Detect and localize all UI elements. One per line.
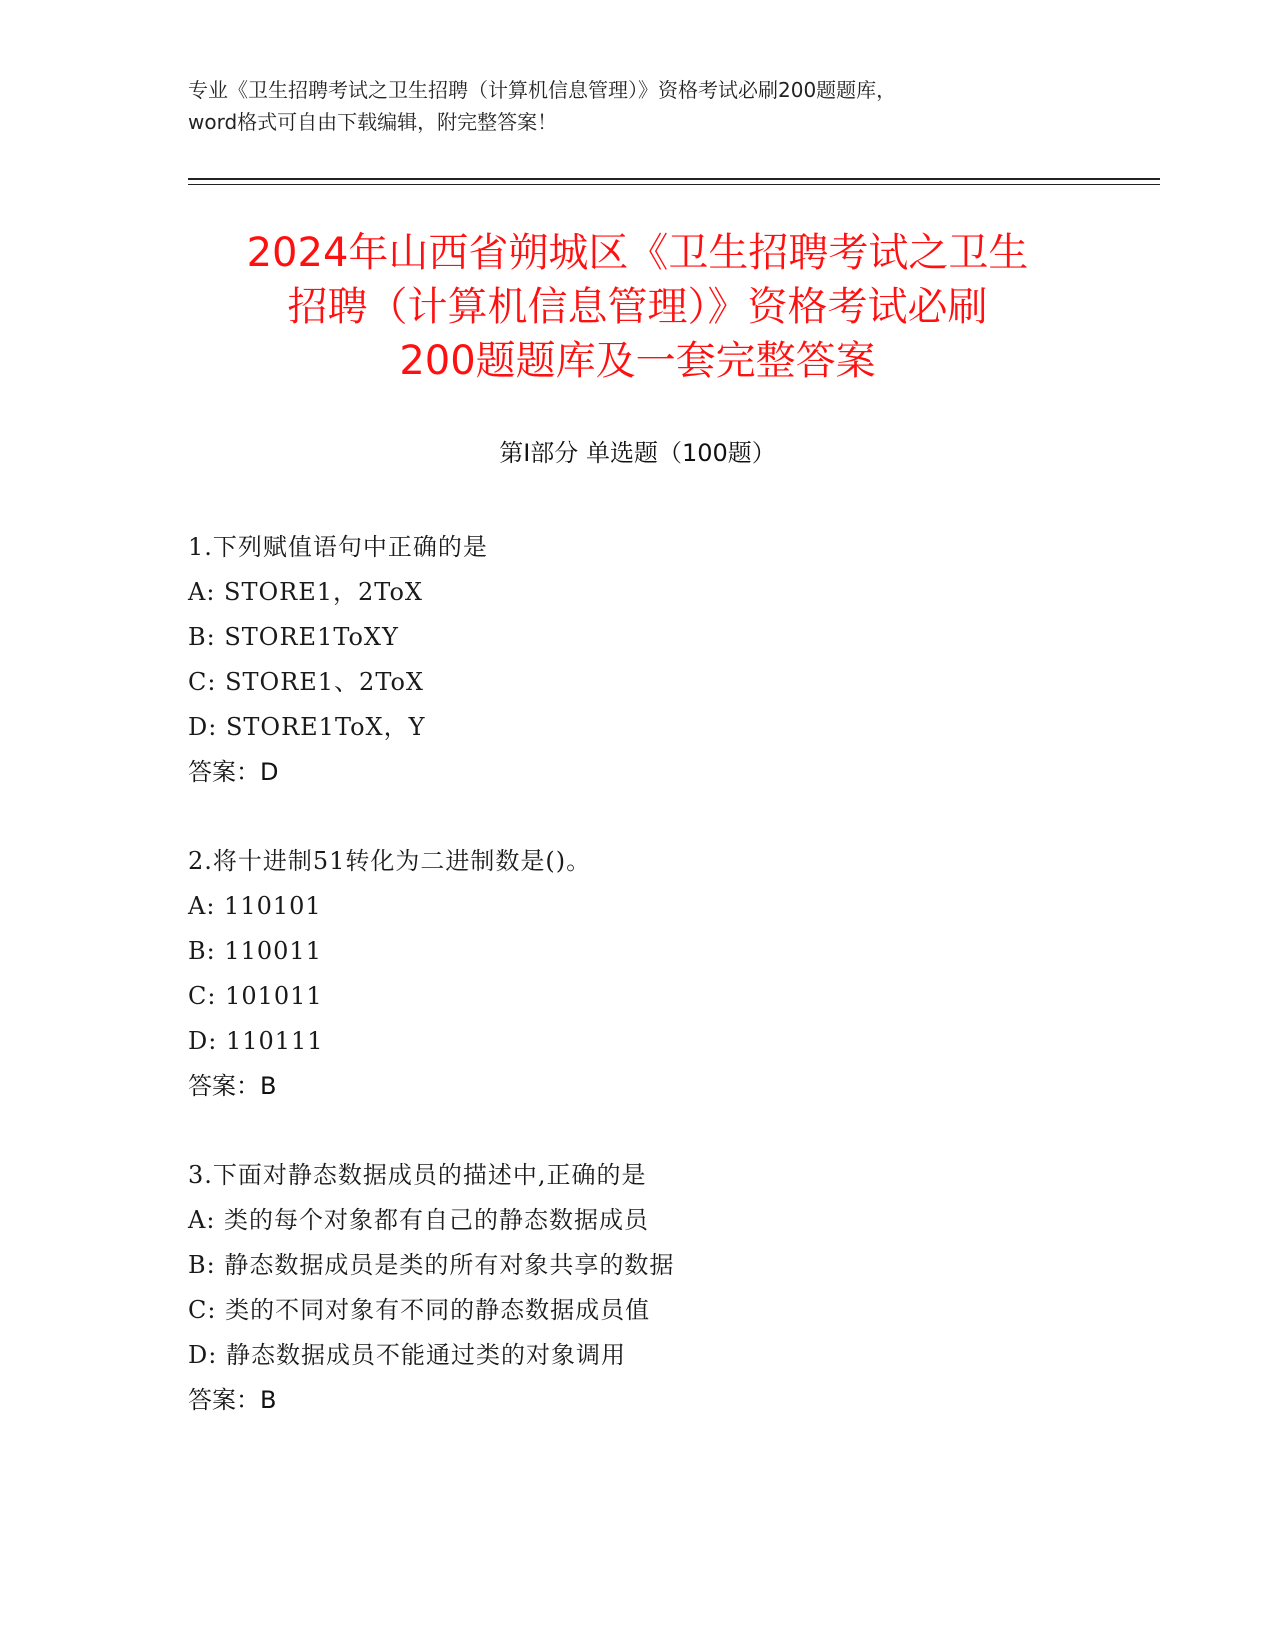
- option-c: C: 101011: [188, 982, 323, 1010]
- option-a: A: 110101: [188, 892, 322, 920]
- section-title: 第Ⅰ部分 单选题（100题）: [499, 439, 776, 467]
- option-c: C: STORE1、2ToX: [188, 668, 425, 696]
- question-list: [188, 525, 1148, 1467]
- option-d: D: STORE1ToX，Y: [188, 713, 426, 741]
- option-d: D: 静态数据成员不能通过类的对象调用: [188, 1341, 626, 1369]
- option-b: B: STORE1ToXY: [188, 623, 399, 651]
- document-title-line-1: 2024年山西省朔城区《卫生招聘考试之卫生: [246, 230, 1029, 276]
- header-divider-thick: [188, 178, 1160, 180]
- answer: 答案：B: [188, 1072, 277, 1100]
- question-stem: 1.下列赋值语句中正确的是: [188, 533, 488, 561]
- header-divider-thin: [188, 184, 1160, 185]
- question-2: [188, 839, 1148, 1109]
- option-b: B: 静态数据成员是类的所有对象共享的数据: [188, 1251, 675, 1279]
- header-note: [188, 74, 1088, 138]
- document-title-line-3: 200题题库及一套完整答案: [399, 338, 876, 384]
- option-d: D: 110111: [188, 1027, 324, 1055]
- answer: 答案：D: [188, 758, 279, 786]
- option-c: C: 类的不同对象有不同的静态数据成员值: [188, 1296, 651, 1324]
- header-note-line-2: word格式可自由下载编辑，附完整答案！: [188, 110, 558, 134]
- question-1: [188, 525, 1148, 795]
- header-note-line-1: 专业《卫生招聘考试之卫生招聘（计算机信息管理）》资格考试必刷200题题库，: [188, 78, 897, 102]
- option-b: B: 110011: [188, 937, 322, 965]
- question-stem: 3.下面对静态数据成员的描述中,正确的是: [188, 1161, 647, 1189]
- question-stem: 2.将十进制51转化为二进制数是()。: [188, 847, 592, 875]
- question-3: [188, 1153, 1148, 1423]
- answer: 答案：B: [188, 1386, 277, 1414]
- document-title-line-2: 招聘（计算机信息管理）》资格考试必刷: [287, 284, 988, 330]
- option-a: A: STORE1，2ToX: [188, 578, 423, 606]
- document-title: [140, 226, 1135, 388]
- option-a: A: 类的每个对象都有自己的静态数据成员: [188, 1206, 650, 1234]
